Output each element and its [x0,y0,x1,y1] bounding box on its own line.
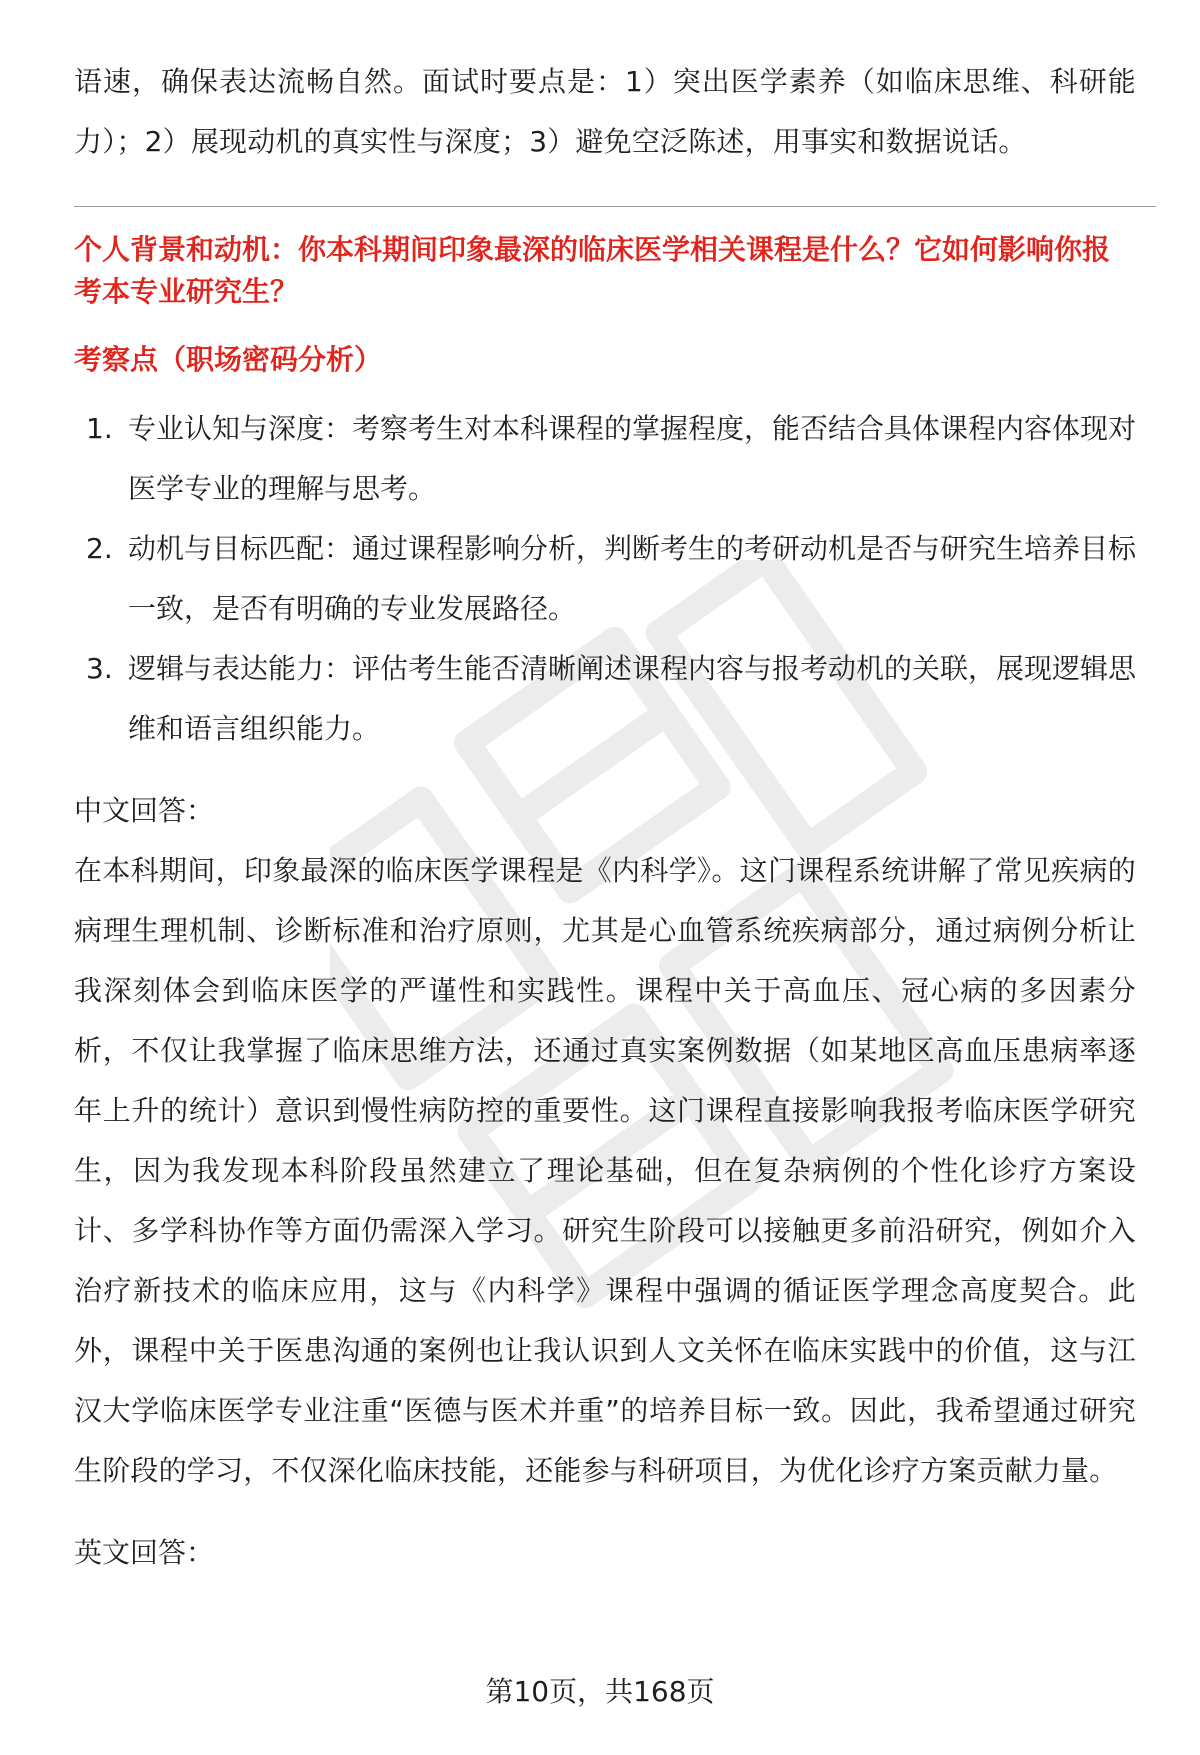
section-divider [74,206,1156,207]
page-content [74,52,1136,1583]
list-item [74,639,1136,759]
page-indicator: 第10页，共168页 [485,1675,715,1708]
list-item-number: 2. [86,532,113,565]
english-answer-label: 英文回答： [74,1536,215,1569]
list-item [74,519,1136,639]
intro-paragraph: 语速，确保表达流畅自然。面试时要点是：1）突出医学素养（如临床思维、科研能力）；2）展现动机的真实性与深度；3）避免空泛陈述，用事实和数据说话。 [74,65,1136,158]
list-item-text: 专业认知与深度：考察考生对本科课程的掌握程度，能否结合具体课程内容体现对医学专业的理解与思考。 [128,412,1137,505]
list-item-text: 动机与目标匹配：通过课程影响分析，判断考生的考研动机是否与研究生培养目标一致，是否有明确的专业发展路径。 [128,532,1137,625]
chinese-answer-label: 中文回答： [74,794,215,827]
chinese-answer-text: 在本科期间，印象最深的临床医学课程是《内科学》。这门课程系统讲解了常见疾病的病理生理机制、诊断标准和治疗原则，尤其是心血管系统疾病部分，通过病例分析让我深刻体会到临床医学的严谨性和实践性。课程中关于高血压、冠心病的多因素分析，不仅让我掌握了临床思维方法，还通过真实案例数据（如某地区高血压患病率逐年上升的统计）意识到慢性病防控的重要性。这门课程直接影响我报考临床医学研究生，因为我发现本科阶段虽然建立了理论基础，但在复杂病例的个性化诊疗方案设计、多学科协作等方面仍需深入学习。研究生阶段可以接触更多前沿研究，例如介入治疗新技术的临床应用，这与《内科学》课程中强调的循证医学理念高度契合。此外，课程中关于医患沟通的案例也让我认识到人文关怀在临床实践中的价值，这与江汉大学临床医学专业注重“医德与医术并重”的培养目标一致。因此，我希望通过研究生阶段的学习，不仅深化临床技能，还能参与科研项目，为优化诊疗方案贡献力量。 [74,854,1136,1487]
list-item [74,399,1136,519]
list-item-number: 1. [86,412,113,445]
list-item-number: 3. [86,652,113,685]
assessment-points-list [74,399,1136,759]
assessment-points-heading: 考察点（职场密码分析） [74,343,383,376]
question-title: 个人背景和动机：你本科期间印象最深的临床医学相关课程是什么？它如何影响你报考本专业研究生？ [74,233,1111,308]
list-item-text: 逻辑与表达能力：评估考生能否清晰阐述课程内容与报考动机的关联，展现逻辑思维和语言组织能力。 [128,652,1137,745]
